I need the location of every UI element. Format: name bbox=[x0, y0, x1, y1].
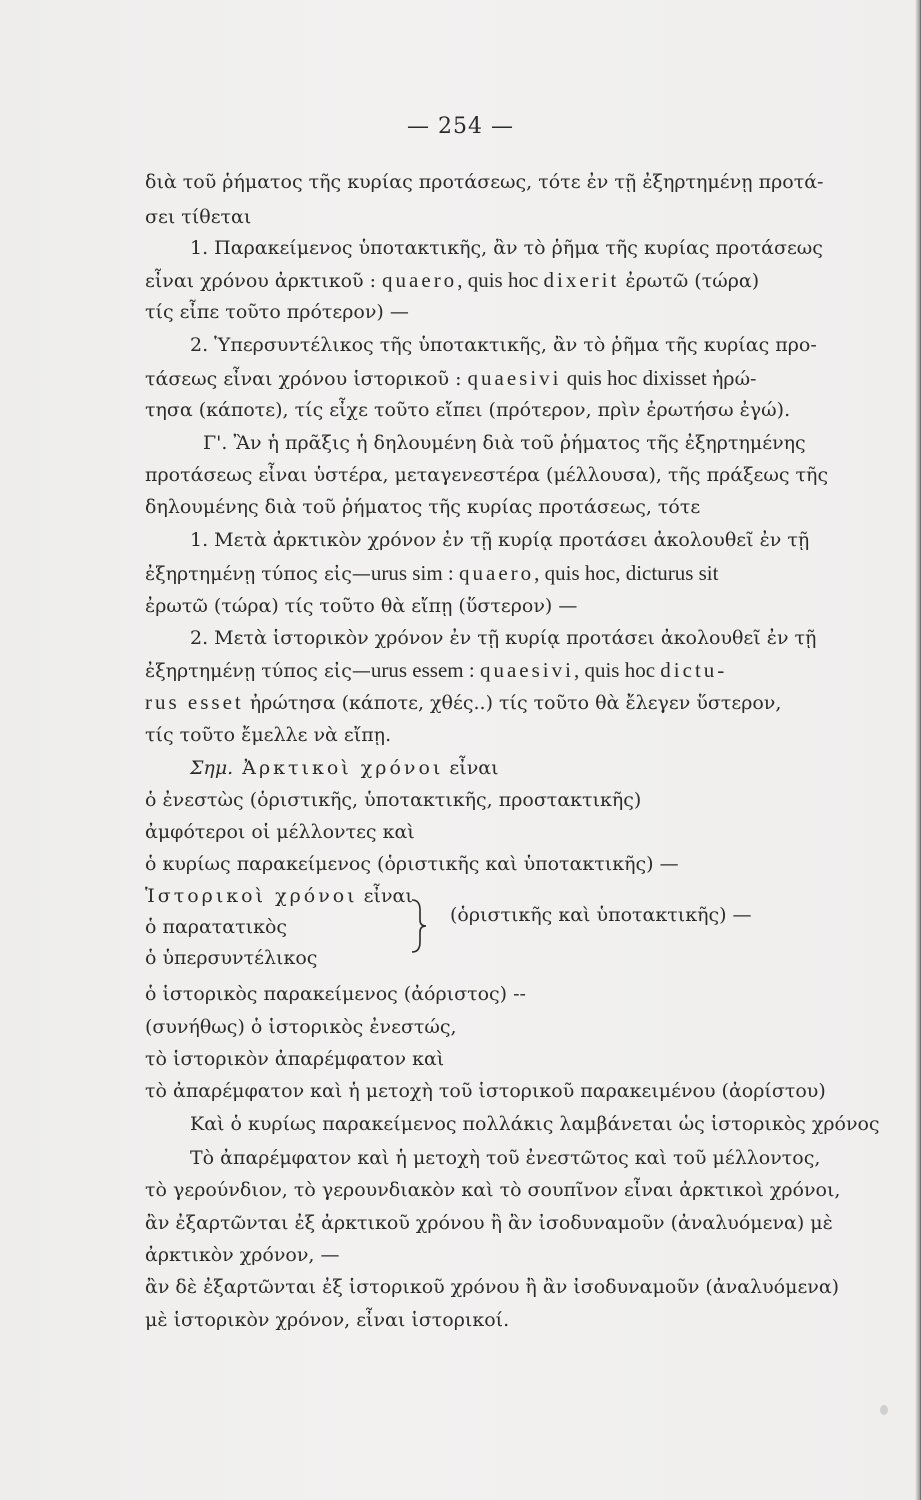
greek-text: ἠρώτησα (κάποτε, χθές..) τίς τοῦτο θὰ ἔλεγεν ὕστερον, bbox=[243, 692, 782, 714]
greek-text: εἶναι χρόνου ἀρκτικοῦ : bbox=[145, 270, 383, 292]
text-line: Γ'. Ἂν ἡ πρᾶξις ἡ δηλουμένη διὰ τοῦ ῥήματος τῆς ἐξηρτημένης bbox=[203, 432, 806, 454]
latin-text: dixerit bbox=[543, 268, 620, 292]
text-line: Τὸ ἀπαρέμφατον καὶ ἡ μετοχὴ τοῦ ἐνεστῶτος καὶ τοῦ μέλλοντος, bbox=[190, 1147, 821, 1169]
text-line: ἐρωτῶ (τώρα) τίς τοῦτο θὰ εἴπῃ (ὕστερον) — bbox=[145, 595, 578, 617]
greek-text: τάσεως εἶναι χρόνου ἱστορικοῦ : bbox=[145, 368, 468, 390]
text-line: τίς τοῦτο ἔμελλε νὰ εἴπῃ. bbox=[145, 724, 392, 746]
text-line: Καὶ ὁ κυρίως παρακείμενος πολλάκις λαμβάνεται ὡς ἱστορικὸς χρόνος bbox=[190, 1113, 880, 1135]
text-line bbox=[145, 658, 727, 683]
text-line: τίς εἶπε τοῦτο πρότερον) — bbox=[145, 301, 409, 323]
latin-text: quaero bbox=[459, 561, 535, 585]
greek-text: ἐξηρτημένῃ τύπος εἰς— bbox=[145, 660, 371, 682]
latin-text: , quis hoc, dicturus sit bbox=[534, 561, 719, 585]
text-line: μὲ ἱστορικὸν χρόνον, εἶναι ἱστορικοί. bbox=[145, 1309, 510, 1331]
latin-text: urus sim bbox=[370, 561, 443, 585]
text-line: διὰ τοῦ ῥήματος τῆς κυρίας προτάσεως, τότε ἐν τῇ ἐξηρτημένῃ προτά- bbox=[145, 171, 824, 193]
latin-text: , quis hoc bbox=[573, 658, 661, 682]
text-line: ὁ ἐνεστὼς (ὁριστικῆς, ὑποτακτικῆς, προστακτικῆς) bbox=[145, 789, 642, 811]
text-line: ὁ κυρίως παρακείμενος (ὁριστικῆς καὶ ὑποτακτικῆς) — bbox=[145, 853, 679, 875]
latin-text: urus essem bbox=[370, 658, 464, 682]
text-line: (συνήθως) ὁ ἱστορικὸς ἐνεστώς, bbox=[145, 1016, 457, 1038]
text-line: τησα (κάποτε), τίς εἶχε τοῦτο εἴπει (πρότερον, πρὶν ἐρωτήσω ἐγώ). bbox=[145, 399, 791, 421]
greek-text: εἶναι bbox=[357, 885, 413, 907]
note-label: Σημ. bbox=[190, 757, 234, 779]
text-line bbox=[190, 756, 499, 780]
text-line bbox=[145, 884, 413, 908]
text-line: τὸ ἀπαρέμφατον καὶ ἡ μετοχὴ τοῦ ἱστορικοῦ παρακειμένου (ἀορίστου) bbox=[145, 1080, 826, 1102]
greek-text: ἐξηρτημένῃ τύπος εἰς— bbox=[145, 563, 371, 585]
text-line bbox=[145, 690, 781, 715]
text-line: ἀμφότεροι οἱ μέλλοντες καὶ bbox=[145, 821, 415, 843]
text-line bbox=[145, 366, 756, 391]
latin-text: , quis hoc bbox=[457, 268, 544, 292]
latin-text: quaesivi bbox=[467, 366, 562, 390]
latin-text: quis hoc dixisset bbox=[561, 366, 713, 390]
latin-text: : bbox=[442, 561, 459, 585]
text-line: ἀρκτικὸν χρόνον, — bbox=[145, 1244, 340, 1266]
greek-text: ἠρώ- bbox=[712, 368, 757, 390]
text-line: ὁ ἱστορικὸς παρακείμενος (ἀόριστος) -- bbox=[145, 983, 526, 1005]
spaced-heading: Ἀρκτικοὶ χρόνοι bbox=[233, 757, 444, 779]
text-line: 1. Μετὰ ἀρκτικὸν χρόνον ἐν τῇ κυρίᾳ προτάσει ἀκολουθεῖ ἐν τῇ bbox=[190, 529, 810, 551]
page-edge-shadow bbox=[915, 0, 921, 1500]
greek-text: εἶναι bbox=[443, 757, 499, 779]
text-line bbox=[145, 268, 759, 293]
latin-text: rus esset bbox=[145, 690, 244, 714]
latin-text: dictu- bbox=[660, 658, 728, 682]
text-line: σει τίθεται bbox=[145, 206, 252, 228]
text-line: τὸ ἱστορικὸν ἀπαρέμφατον καὶ bbox=[145, 1048, 445, 1070]
latin-text: quaesivi bbox=[479, 658, 574, 682]
page-number: — 254 — bbox=[407, 114, 514, 139]
right-brace-icon bbox=[410, 898, 428, 954]
latin-text: : bbox=[463, 658, 480, 682]
text-line: ἂν δὲ ἐξαρτῶνται ἐξ ἱστορικοῦ χρόνου ἢ ἂν ἰσοδυναμοῦν (ἀναλυόμενα) bbox=[145, 1276, 840, 1298]
paper-speck bbox=[880, 1405, 888, 1415]
spaced-heading: Ἱστορικοὶ χρόνοι bbox=[145, 885, 358, 907]
text-line bbox=[145, 561, 718, 586]
brace-label: (ὁριστικῆς καὶ ὑποτακτικῆς) — bbox=[450, 904, 752, 926]
text-line: 2. Ὑπερσυντέλικος τῆς ὑποτακτικῆς, ἂν τὸ ῥῆμα τῆς κυρίας προ- bbox=[190, 334, 817, 356]
text-line: προτάσεως εἶναι ὑστέρα, μεταγενεστέρα (μέλλουσα), τῆς πράξεως τῆς bbox=[145, 464, 829, 486]
text-line: 1. Παρακείμενος ὑποτακτικῆς, ἂν τὸ ῥῆμα τῆς κυρίας προτάσεως bbox=[190, 237, 823, 259]
text-line: ὁ παρατατικὸς bbox=[145, 916, 288, 938]
text-line: ὁ ὑπερσυντέλικος bbox=[145, 947, 318, 969]
text-line: 2. Μετὰ ἱστορικὸν χρόνον ἐν τῇ κυρίᾳ προτάσει ἀκολουθεῖ ἐν τῇ bbox=[190, 627, 817, 649]
text-line: δηλουμένης διὰ τοῦ ῥήματος τῆς κυρίας προτάσεως, τότε bbox=[145, 496, 701, 518]
latin-text: quaero bbox=[382, 268, 458, 292]
text-line: ἂν ἐξαρτῶνται ἐξ ἀρκτικοῦ χρόνου ἢ ἂν ἰσοδυναμοῦν (ἀναλυόμενα) μὲ bbox=[145, 1212, 833, 1234]
text-line: τὸ γερούνδιον, τὸ γερουνδιακὸν καὶ τὸ σουπῖνον εἶναι ἀρκτικοὶ χρόνοι, bbox=[145, 1179, 841, 1201]
greek-text: ἐρωτῶ (τώρα) bbox=[619, 270, 760, 292]
